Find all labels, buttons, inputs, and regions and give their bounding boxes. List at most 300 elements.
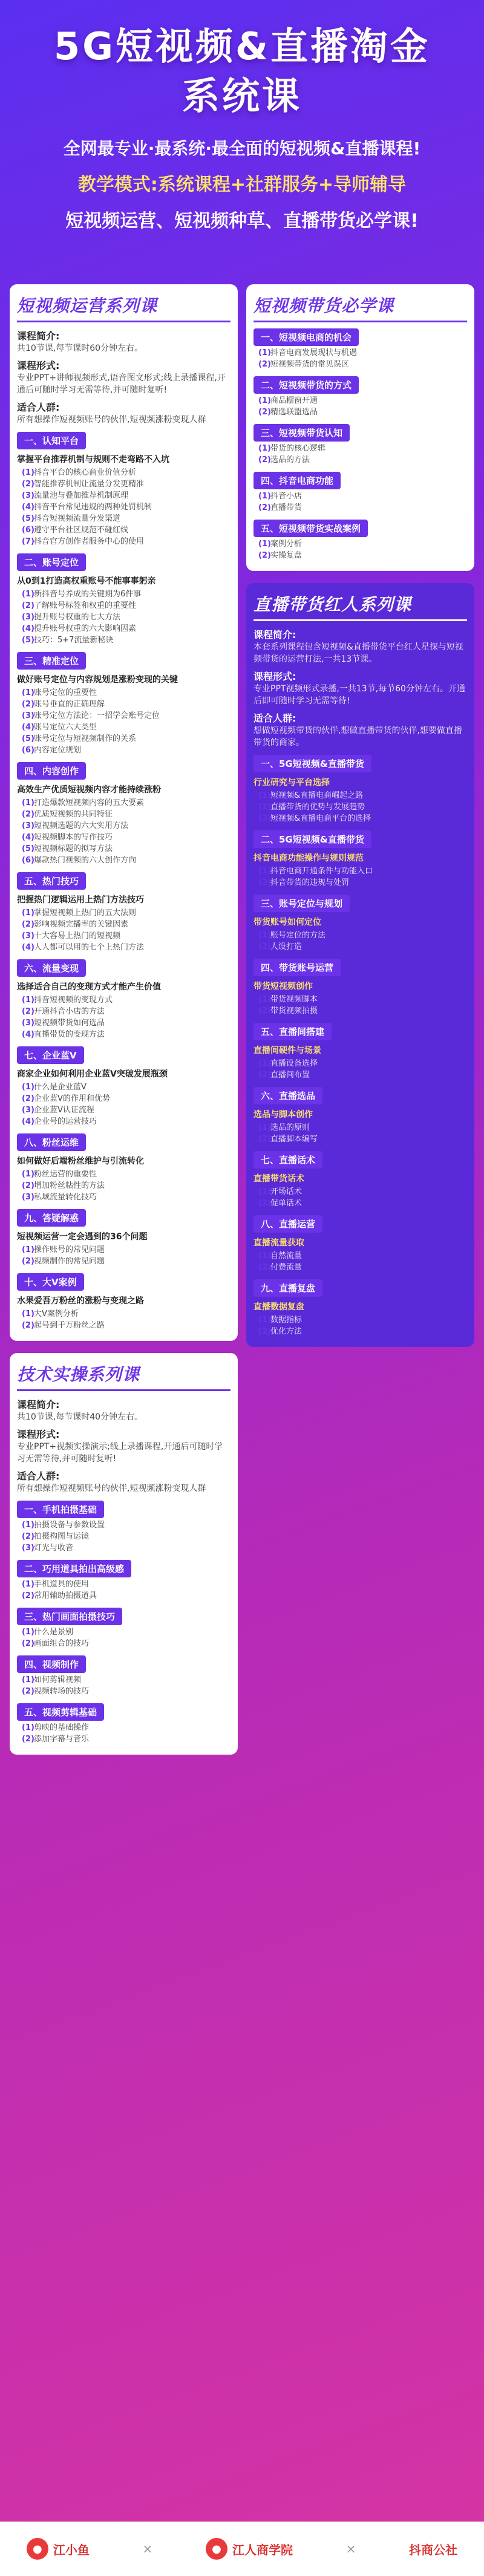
section-subtitle: 掌握平台推荐机制与规则不走弯路不入坑 bbox=[17, 455, 169, 465]
item-number: (1) bbox=[22, 1675, 34, 1684]
right-column bbox=[246, 284, 474, 1767]
item-number: (5) bbox=[22, 636, 34, 645]
list-item bbox=[22, 611, 231, 623]
list-item bbox=[22, 710, 231, 722]
course-section bbox=[253, 755, 467, 824]
section-subtitle: 从0到1打造高权重账号不能事事躬亲 bbox=[17, 576, 156, 586]
field-label: 适合人群: bbox=[17, 1470, 60, 1482]
course-section bbox=[17, 432, 231, 547]
item-number: (2) bbox=[258, 803, 271, 812]
item-number: (4) bbox=[22, 833, 34, 842]
list-item bbox=[22, 513, 231, 524]
list-item bbox=[22, 1081, 231, 1093]
list-item bbox=[22, 501, 231, 513]
item-number: (1) bbox=[22, 590, 34, 599]
section-heading: 四、抖音电商功能 bbox=[253, 472, 341, 489]
list-item bbox=[22, 855, 231, 866]
item-number: (5) bbox=[22, 844, 34, 853]
item-text: 流量池与叠加推荐机制原理 bbox=[34, 491, 129, 500]
section-list bbox=[17, 907, 231, 953]
item-number: (2) bbox=[22, 1735, 34, 1744]
section-subtitle: 水果爱吾万粉丝的涨粉与变现之路 bbox=[17, 1296, 144, 1306]
section-heading: 一、手机拍摄基础 bbox=[17, 1501, 104, 1518]
item-number: (2) bbox=[22, 700, 34, 709]
course-section bbox=[17, 1133, 231, 1203]
item-number: (3) bbox=[22, 1019, 34, 1028]
list-item bbox=[258, 1314, 467, 1326]
item-text: 账号定位与短视频制作的关系 bbox=[34, 734, 137, 743]
item-number: (4) bbox=[22, 723, 34, 732]
item-number: (1) bbox=[258, 540, 271, 549]
section-list bbox=[17, 1674, 231, 1697]
section-list bbox=[253, 866, 467, 889]
list-item bbox=[22, 1006, 231, 1017]
section-list bbox=[253, 994, 467, 1017]
item-text: 直播设备选择 bbox=[270, 1059, 318, 1068]
section-list bbox=[253, 443, 467, 466]
item-text: 常用辅助拍摄道具 bbox=[34, 1591, 97, 1600]
item-number: (2) bbox=[258, 878, 271, 887]
item-number: (1) bbox=[258, 1059, 271, 1068]
field-text: 专业PPT+讲师视频形式,语音图文形式;线上录播课程,开通后可随时学习无需等待,并可随时复听! bbox=[17, 373, 226, 395]
section-heading: 二、5G短视频&直播带货 bbox=[253, 830, 371, 848]
item-number: (1) bbox=[22, 1083, 34, 1092]
item-number: (1) bbox=[22, 1580, 34, 1589]
section-subtitle: 做好账号定位与内容规划是涨粉变现的关键 bbox=[17, 675, 178, 685]
item-number: (2) bbox=[22, 810, 34, 819]
item-number: (2) bbox=[258, 942, 271, 951]
section-heading: 五、热门技巧 bbox=[17, 872, 86, 890]
list-item bbox=[22, 1722, 231, 1733]
section-heading: 七、企业蓝V bbox=[17, 1046, 84, 1064]
item-number: (1) bbox=[258, 1251, 271, 1260]
course-section bbox=[253, 895, 467, 953]
section-list bbox=[253, 1058, 467, 1081]
course-section bbox=[253, 1279, 467, 1337]
list-item bbox=[258, 491, 467, 502]
item-text: 短视频带货如何选品 bbox=[34, 1019, 105, 1028]
item-text: 短视频带货的常见误区 bbox=[270, 360, 350, 369]
list-item bbox=[22, 490, 231, 501]
list-item bbox=[258, 866, 467, 877]
item-text: 内容定位规划 bbox=[34, 746, 82, 755]
list-item bbox=[22, 733, 231, 745]
item-number: (1) bbox=[258, 492, 271, 501]
item-number: (4) bbox=[22, 1030, 34, 1039]
item-number: (4) bbox=[22, 624, 34, 633]
card-title: 直播带货红人系列课 bbox=[253, 592, 467, 621]
list-item bbox=[22, 1531, 231, 1542]
field-text: 所有想操作短视频账号的伙伴,短视频涨粉变现人群 bbox=[17, 415, 206, 425]
list-item bbox=[22, 919, 231, 930]
item-number: (3) bbox=[22, 613, 34, 622]
section-heading: 一、认知平台 bbox=[17, 432, 86, 449]
course-section bbox=[253, 1023, 467, 1081]
section-heading: 四、内容创作 bbox=[17, 762, 86, 780]
field-text: 想做短视频带货的伙伴,想做直播带货的伙伴,想要做直播带货的商家。 bbox=[253, 726, 462, 748]
item-text: 抖音短视频的变现方式 bbox=[34, 996, 113, 1005]
section-heading: 一、短视频电商的机会 bbox=[253, 328, 359, 346]
list-item bbox=[22, 1519, 231, 1531]
section-subtitle: 选择适合自己的变现方式才能产生价值 bbox=[17, 982, 161, 992]
course-section bbox=[17, 1608, 231, 1649]
item-number: (3) bbox=[22, 821, 34, 830]
item-number: (1) bbox=[22, 1521, 34, 1530]
section-heading: 六、直播选品 bbox=[253, 1087, 322, 1104]
item-text: 短视频标题的拟写方法 bbox=[34, 844, 113, 853]
item-text: 十大容易上热门的短视频 bbox=[34, 931, 121, 941]
list-item bbox=[22, 1192, 231, 1203]
item-number: (4) bbox=[22, 1117, 34, 1126]
list-item bbox=[22, 843, 231, 855]
item-number: (2) bbox=[258, 1263, 271, 1272]
list-item bbox=[22, 1638, 231, 1649]
list-item bbox=[258, 406, 467, 418]
section-list bbox=[253, 1186, 467, 1209]
field-text: 所有想操作短视频账号的伙伴,短视频涨粉变现人群 bbox=[17, 1484, 206, 1493]
item-number: (2) bbox=[22, 920, 34, 929]
section-subtitle: 带货账号如何定位 bbox=[253, 918, 321, 927]
item-number: (2) bbox=[258, 455, 271, 465]
course-section bbox=[253, 1215, 467, 1273]
field-text: 专业PPT视频形式录播,一共13节,每节60分钟左右。开通后即可随时学习无需等待! bbox=[253, 684, 465, 706]
card-title: 短视频运营系列课 bbox=[17, 293, 231, 322]
item-text: 打造爆款短视频内容的五大要素 bbox=[34, 798, 145, 807]
section-list bbox=[17, 1081, 231, 1127]
list-item bbox=[258, 347, 467, 359]
item-text: 抖音官方创作者服务中心的使用 bbox=[34, 537, 145, 546]
item-text: 抖音平台的核心商业价值分析 bbox=[34, 468, 137, 477]
list-item bbox=[22, 1169, 231, 1180]
item-text: 直播带货的优势与发展趋势 bbox=[270, 803, 365, 812]
section-heading: 九、直播复盘 bbox=[253, 1279, 322, 1297]
section-heading: 一、5G短视频&直播带货 bbox=[253, 755, 371, 772]
section-list bbox=[253, 395, 467, 418]
list-item bbox=[258, 1069, 467, 1081]
section-heading: 三、短视频带货认知 bbox=[253, 424, 350, 442]
list-item bbox=[22, 1674, 231, 1686]
item-text: 账号垂直的正确理解 bbox=[34, 700, 105, 709]
item-number: (2) bbox=[22, 1094, 34, 1103]
section-subtitle: 抖音电商功能操作与规则规范 bbox=[253, 853, 364, 863]
item-text: 短视频选题的六大实用方法 bbox=[34, 821, 129, 830]
item-text: 提升账号权重的七大方法 bbox=[34, 613, 121, 622]
item-text: 大V案例分析 bbox=[34, 1309, 79, 1319]
card-title: 技术实操系列课 bbox=[17, 1361, 231, 1391]
list-item bbox=[22, 1542, 231, 1554]
item-text: 开通抖音小店的方法 bbox=[34, 1007, 105, 1016]
subtitle-3: 短视频运营、短视频种草、直播带货必学课! bbox=[65, 210, 419, 232]
item-number: (7) bbox=[22, 537, 34, 546]
item-text: 画面组合的技巧 bbox=[34, 1639, 90, 1648]
brand-1: ● 江小鱼 bbox=[27, 2538, 90, 2560]
list-item bbox=[258, 395, 467, 406]
subtitle-2: 教学模式:系统课程+社群服务+导师辅导 bbox=[77, 174, 407, 195]
section-heading: 五、短视频带货实战案例 bbox=[253, 520, 368, 537]
list-item bbox=[22, 1579, 231, 1590]
item-text: 选品的原则 bbox=[270, 1123, 310, 1132]
item-number: (1) bbox=[22, 798, 34, 807]
section-heading: 九、答疑解惑 bbox=[17, 1209, 86, 1227]
item-number: (6) bbox=[22, 856, 34, 865]
field-label: 课程形式: bbox=[17, 1429, 60, 1440]
list-item bbox=[258, 454, 467, 466]
item-text: 抖音带货的违规与处罚 bbox=[270, 878, 350, 887]
list-item bbox=[22, 1093, 231, 1104]
list-item bbox=[22, 1029, 231, 1040]
section-heading: 四、视频制作 bbox=[17, 1655, 86, 1673]
field-text: 本套系列课程包含短视频&直播带货平台红人星探与短视频带货的运营打法,一共13节课。 bbox=[253, 642, 463, 664]
item-number: (1) bbox=[258, 1316, 271, 1325]
section-heading: 二、短视频带货的方式 bbox=[253, 376, 359, 394]
course-section bbox=[17, 1046, 231, 1127]
list-item bbox=[22, 1626, 231, 1638]
item-number: (2) bbox=[258, 408, 271, 417]
item-number: (1) bbox=[258, 444, 271, 453]
course-section bbox=[253, 472, 467, 514]
separator: × bbox=[345, 2542, 356, 2556]
item-text: 优化方法 bbox=[270, 1327, 302, 1336]
field-text: 共10节课,每节课时60分钟左右。 bbox=[17, 344, 143, 353]
course-card bbox=[10, 284, 238, 1341]
item-text: 抖音短视频流量分发渠道 bbox=[34, 514, 121, 523]
item-number: (3) bbox=[22, 711, 34, 720]
item-number: (2) bbox=[258, 551, 271, 560]
item-number: (1) bbox=[22, 1170, 34, 1179]
course-section bbox=[17, 1655, 231, 1697]
list-item bbox=[22, 1308, 231, 1320]
list-item bbox=[22, 1733, 231, 1745]
item-text: 智能推荐机制让流量分发更精准 bbox=[34, 480, 145, 489]
section-list bbox=[253, 491, 467, 514]
course-card bbox=[10, 1353, 238, 1755]
item-text: 短视频脚本的写作技巧 bbox=[34, 833, 113, 842]
item-text: 抖音电商开通条件与功能入口 bbox=[270, 867, 373, 876]
section-subtitle: 直播带货话术 bbox=[253, 1174, 304, 1184]
field-label: 课程简介: bbox=[253, 629, 296, 641]
item-text: 遵守平台社区规范不碰红线 bbox=[34, 526, 129, 535]
item-text: 账号定位的重要性 bbox=[34, 688, 97, 697]
section-heading: 八、直播运营 bbox=[253, 1215, 322, 1233]
item-text: 剪映的基础操作 bbox=[34, 1723, 90, 1732]
course-section bbox=[17, 959, 231, 1040]
list-item bbox=[258, 538, 467, 550]
item-number: (6) bbox=[22, 746, 34, 755]
columns bbox=[0, 284, 484, 1767]
item-text: 优质短视频的共同特征 bbox=[34, 810, 113, 819]
field-label: 课程形式: bbox=[17, 360, 60, 371]
section-subtitle: 选品与脚本创作 bbox=[253, 1110, 313, 1120]
item-number: (1) bbox=[22, 1628, 34, 1637]
list-item bbox=[22, 478, 231, 490]
list-item bbox=[22, 589, 231, 600]
section-list bbox=[17, 1519, 231, 1554]
item-number: (2) bbox=[22, 480, 34, 489]
section-subtitle: 高效生产优质短视频内容才能持续涨粉 bbox=[17, 785, 161, 795]
item-number: (1) bbox=[22, 996, 34, 1005]
section-subtitle: 直播数据复盘 bbox=[253, 1302, 304, 1312]
section-list bbox=[253, 1314, 467, 1337]
course-section bbox=[253, 959, 467, 1017]
item-number: (1) bbox=[22, 1309, 34, 1319]
section-subtitle: 直播流量获取 bbox=[253, 1238, 304, 1248]
item-text: 手机道具的使用 bbox=[34, 1580, 90, 1589]
list-item bbox=[22, 1320, 231, 1331]
separator: × bbox=[142, 2542, 153, 2556]
list-item bbox=[22, 634, 231, 646]
list-item bbox=[22, 536, 231, 547]
item-text: 促单话术 bbox=[270, 1199, 302, 1208]
brand-1-icon: ● bbox=[27, 2538, 48, 2560]
left-column bbox=[10, 284, 238, 1767]
item-text: 了解账号标签和权重的重要性 bbox=[34, 601, 137, 610]
item-number: (1) bbox=[22, 1723, 34, 1732]
field-label: 课程简介: bbox=[17, 330, 60, 342]
item-text: 直播间布置 bbox=[270, 1071, 310, 1080]
list-item bbox=[22, 1017, 231, 1029]
list-item bbox=[258, 790, 467, 801]
section-heading: 五、视频剪辑基础 bbox=[17, 1703, 104, 1721]
item-text: 提升账号权重的六大影响因素 bbox=[34, 624, 137, 633]
item-number: (5) bbox=[22, 734, 34, 743]
list-item bbox=[22, 1116, 231, 1127]
item-text: 实操复盘 bbox=[270, 551, 302, 560]
section-heading: 二、巧用道具拍出高级感 bbox=[17, 1560, 131, 1577]
item-text: 爆款热门视频的六大创作方向 bbox=[34, 856, 137, 865]
item-number: (2) bbox=[258, 1006, 271, 1016]
list-item bbox=[22, 907, 231, 919]
section-heading: 三、账号定位与规划 bbox=[253, 895, 350, 912]
section-heading: 七、直播话术 bbox=[253, 1151, 322, 1169]
field-label: 适合人群: bbox=[17, 402, 60, 413]
item-text: 开场话术 bbox=[270, 1187, 302, 1196]
item-text: 短视频&直播电商崛起之路 bbox=[270, 791, 364, 800]
item-number: (1) bbox=[258, 931, 271, 940]
section-heading: 五、直播间搭建 bbox=[253, 1023, 332, 1040]
item-number: (1) bbox=[258, 348, 271, 357]
item-number: (2) bbox=[22, 601, 34, 610]
list-item bbox=[22, 623, 231, 634]
section-list bbox=[253, 930, 467, 953]
item-text: 影响视频完播率的关键因素 bbox=[34, 920, 129, 929]
item-text: 短视频&直播电商平台的选择 bbox=[270, 814, 371, 823]
list-item bbox=[22, 1686, 231, 1697]
section-list bbox=[253, 1250, 467, 1273]
list-item bbox=[258, 930, 467, 941]
section-list bbox=[253, 538, 467, 561]
list-item bbox=[258, 1005, 467, 1017]
item-number: (2) bbox=[22, 1181, 34, 1190]
field-text: 共10节课,每节课时40分钟左右。 bbox=[17, 1412, 143, 1422]
section-list bbox=[17, 1169, 231, 1203]
list-item bbox=[22, 797, 231, 809]
item-number: (1) bbox=[22, 1245, 34, 1254]
item-number: (1) bbox=[258, 1187, 271, 1196]
brand-3: 抖商公社 bbox=[409, 2542, 458, 2557]
item-number: (2) bbox=[258, 1199, 271, 1208]
field-label: 课程简介: bbox=[17, 1399, 60, 1410]
section-subtitle: 直播间硬件与场景 bbox=[253, 1046, 321, 1055]
item-text: 数据指标 bbox=[270, 1316, 302, 1325]
item-number: (3) bbox=[22, 491, 34, 500]
item-number: (3) bbox=[22, 931, 34, 941]
subtitle-1: 全网最专业·最系统·最全面的短视频&直播课程! bbox=[63, 139, 421, 158]
list-item bbox=[22, 1180, 231, 1192]
item-text: 企业蓝V认证流程 bbox=[34, 1106, 94, 1115]
item-text: 人人都可以用的七个上热门方法 bbox=[34, 943, 145, 952]
item-number: (3) bbox=[22, 1544, 34, 1553]
list-item bbox=[22, 1244, 231, 1256]
section-list bbox=[17, 1626, 231, 1649]
section-list bbox=[17, 797, 231, 866]
item-number: (2) bbox=[22, 1687, 34, 1696]
section-heading: 八、粉丝运维 bbox=[17, 1133, 86, 1151]
list-item bbox=[258, 813, 467, 824]
item-number: (2) bbox=[22, 1639, 34, 1648]
section-subtitle: 如何做好后端粉丝维护与引流转化 bbox=[17, 1156, 144, 1166]
item-text: 选品的方法 bbox=[270, 455, 310, 465]
list-item bbox=[258, 1198, 467, 1209]
course-section bbox=[17, 652, 231, 756]
item-text: 直播脚本编写 bbox=[270, 1135, 318, 1144]
item-text: 拍摄构图与运镜 bbox=[34, 1532, 90, 1541]
course-card bbox=[246, 284, 474, 571]
item-text: 商品橱窗开通 bbox=[270, 396, 318, 405]
list-item bbox=[22, 1590, 231, 1602]
item-text: 灯光与收音 bbox=[34, 1544, 74, 1553]
list-item bbox=[258, 1262, 467, 1273]
item-number: (1) bbox=[258, 791, 271, 800]
section-heading: 二、账号定位 bbox=[17, 553, 86, 571]
item-text: 新抖音号养成的关键期为6件事 bbox=[34, 590, 142, 599]
item-number: (4) bbox=[22, 943, 34, 952]
section-heading: 四、带货账号运营 bbox=[253, 959, 341, 976]
item-number: (6) bbox=[22, 526, 34, 535]
item-number: (4) bbox=[22, 503, 34, 512]
card-title: 短视频带货必学课 bbox=[253, 293, 467, 322]
item-text: 掌握短视频上热门的五大法则 bbox=[34, 908, 137, 918]
item-text: 人设打造 bbox=[270, 942, 302, 951]
section-list bbox=[253, 1122, 467, 1145]
item-number: (2) bbox=[22, 1532, 34, 1541]
item-number: (5) bbox=[22, 514, 34, 523]
item-text: 起号到千万粉丝之路 bbox=[34, 1321, 105, 1330]
list-item bbox=[22, 1104, 231, 1116]
course-section bbox=[17, 1703, 231, 1745]
item-number: (3) bbox=[258, 814, 271, 823]
hero bbox=[0, 0, 484, 284]
section-list bbox=[17, 1579, 231, 1602]
item-text: 抖音小店 bbox=[270, 492, 302, 501]
course-section bbox=[17, 762, 231, 866]
item-text: 什么是景别 bbox=[34, 1628, 74, 1637]
section-heading: 六、流量变现 bbox=[17, 959, 86, 977]
list-item bbox=[22, 994, 231, 1006]
item-text: 私域流量转化技巧 bbox=[34, 1193, 97, 1202]
course-section bbox=[253, 1151, 467, 1209]
list-item bbox=[258, 941, 467, 953]
section-list bbox=[17, 467, 231, 547]
item-number: (2) bbox=[22, 1257, 34, 1266]
list-item bbox=[22, 832, 231, 843]
item-text: 拍摄设备与参数设置 bbox=[34, 1521, 105, 1530]
item-text: 操作账号的常见问题 bbox=[34, 1245, 105, 1254]
section-heading: 十、大V案例 bbox=[17, 1273, 84, 1291]
item-text: 账号定位的方法 bbox=[270, 931, 326, 940]
item-number: (1) bbox=[22, 468, 34, 477]
course-section bbox=[253, 376, 467, 418]
item-text: 带货视频脚本 bbox=[270, 995, 318, 1004]
